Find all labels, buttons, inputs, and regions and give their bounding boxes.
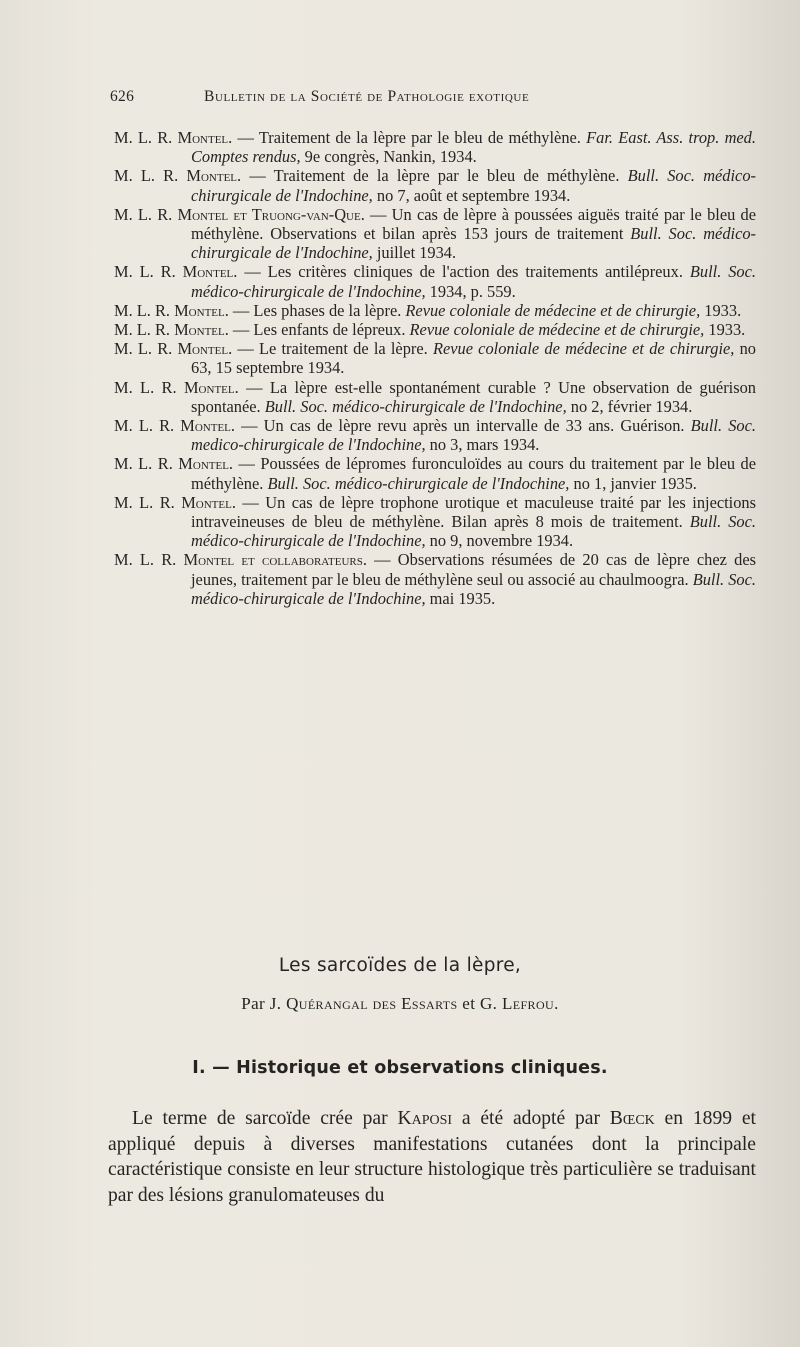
reference-journal: Bull. Soc. médico-chirurgicale de l'Indochine, (191, 569, 756, 608)
author-name: Quérangal des Essarts (286, 994, 458, 1013)
reference-text: 1933. (704, 320, 746, 340)
reference-entry (114, 166, 756, 204)
reference-entry (114, 493, 756, 551)
reference-entry (114, 301, 756, 320)
reference-journal: Bull. Soc. médico-chirurgicale de l'Indochine, (191, 224, 756, 263)
reference-text: 9e congrès, Nankin, 1934. (300, 147, 477, 167)
reference-text: 1934, p. 559. (425, 281, 516, 301)
reference-entry (114, 339, 756, 377)
reference-text: no 2, février 1934. (566, 396, 693, 416)
reference-text: — Le traitement de la lèpre. (232, 339, 433, 359)
running-header (110, 88, 670, 106)
reference-text: mai 1935. (425, 588, 496, 608)
reference-text: juillet 1934. (372, 243, 457, 263)
cited-name: Kaposi (397, 1108, 453, 1129)
reference-author: M. L. R. Montel. (114, 300, 229, 320)
reference-text: — Les critères cliniques de l'action des traitements antilépreux. (237, 262, 690, 282)
reference-author: M. L. R. Montel. (114, 166, 242, 186)
reference-text: no 1, janvier 1935. (569, 473, 697, 493)
reference-entry (114, 416, 756, 454)
reference-text: — Poussées de lépromes furonculoïdes au cours du traitement par le bleu de méthylène. (191, 454, 757, 493)
reference-author: M. L. R. Montel. (114, 128, 233, 147)
article-title: Les sarcoïdes de la lèpre, (278, 955, 522, 976)
reference-text: no 9, novembre 1934. (425, 531, 574, 551)
reference-journal: Revue coloniale de médecine et de chirurgie, (409, 320, 705, 340)
reference-text: — Les phases de la lèpre. (228, 300, 406, 320)
reference-author: M. L. R. Montel. (114, 262, 238, 282)
reference-text: 1933. (700, 300, 742, 320)
body-text: a été adopté par (452, 1108, 610, 1129)
reference-author: M. L. R. Montel. (114, 454, 234, 474)
byline (0, 994, 800, 1014)
reference-author: M. L. R. Montel. (114, 416, 235, 436)
reference-journal: Bull. Soc. médico-chirurgicale de l'Indochine, (191, 166, 756, 205)
reference-journal: Bull. Soc. médico-chirurgicale de l'Indochine, (191, 262, 757, 301)
author-name: Lefrou. (501, 994, 559, 1013)
reference-entry (114, 128, 756, 166)
reference-author: M. L. R. Montel et collaborateurs. (114, 550, 367, 570)
reference-text: — Un cas de lèpre revu après un intervalle de 33 ans. Guérison. (234, 416, 691, 436)
reference-text: — Les enfants de lépreux. (228, 320, 410, 340)
reference-entry (114, 454, 756, 492)
reference-text: no 63, 15 septembre 1934. (191, 339, 756, 378)
body-text: Le terme de sarcoïde crée par (132, 1108, 398, 1129)
body-paragraph (108, 1106, 756, 1208)
reference-text: no 3, mars 1934. (425, 435, 540, 455)
reference-author: M. L. R. Montel. (114, 377, 239, 397)
reference-author: M. L. R. Montel. (114, 339, 233, 359)
reference-journal: Bull. Soc. médico-chirurgicale de l'Indochine, (264, 396, 567, 416)
reference-entry (114, 262, 756, 300)
reference-list (114, 128, 756, 608)
reference-entry (114, 378, 756, 416)
body-text: en 1899 et appliqué depuis à diverses manifestations cutanées dont la principale caractéristique consiste en leur structure histologique très particulière se traduisant par des lésions granulomateuses du (108, 1108, 756, 1206)
reference-entry (114, 205, 756, 263)
reference-author: M. L. R. Montel. (114, 492, 236, 512)
reference-text: — La lèpre est-elle spontanément curable ? Une observation de guérison spontanée. (191, 377, 756, 416)
reference-entry (114, 550, 756, 608)
reference-text: no 7, août et septembre 1934. (372, 185, 571, 205)
reference-text: — Un cas de lèpre à poussées aiguës traité par le bleu de méthylène. Observations et bilan après 153 jours de traitement (191, 204, 756, 244)
reference-journal: Bull. Soc. médico-chirurgicale de l'Indochine, (191, 512, 756, 551)
reference-journal: Revue coloniale de médecine et de chirurgie, (432, 339, 735, 359)
reference-entry (114, 320, 756, 339)
reference-author: M. L. R. Montel. (114, 320, 229, 340)
reference-text: — Traitement de la lèpre par le bleu de méthylène. (232, 128, 587, 147)
reference-author: M. L. R. Montel et Truong-van-Que. (114, 204, 365, 224)
running-title: Bulletin de la Société de Pathologie exotique (204, 88, 530, 105)
byline-prefix: Par J. (241, 994, 287, 1013)
reference-text: — Un cas de lèpre trophone urotique et maculeuse traité par les injections intraveineuses de bleu de méthylène. Bilan après 8 mois de traitement. (191, 492, 756, 532)
page-number: 626 (110, 88, 135, 105)
byline-joiner: et G. (457, 994, 502, 1013)
reference-journal: Bull. Soc. médico-chirurgicale de l'Indochine, (267, 473, 570, 493)
section-heading: I. — Historique et observations cliniques. (192, 1058, 608, 1078)
reference-text: — Traitement de la lèpre par le bleu de méthylène. (241, 166, 628, 186)
cited-name: Bœck (609, 1108, 655, 1129)
reference-journal: Far. East. Ass. trop. med. Comptes rendus, (191, 128, 756, 167)
reference-text: — Observations résumées de 20 cas de lèpre chez des jeunes, traitement par le bleu de méthylène seul ou associé au chaulmoogra. (191, 550, 756, 589)
reference-journal: Bull. Soc. medico-chirurgicale de l'Indochine, (191, 416, 756, 455)
reference-journal: Revue coloniale de médecine et de chirurgie, (405, 300, 701, 320)
